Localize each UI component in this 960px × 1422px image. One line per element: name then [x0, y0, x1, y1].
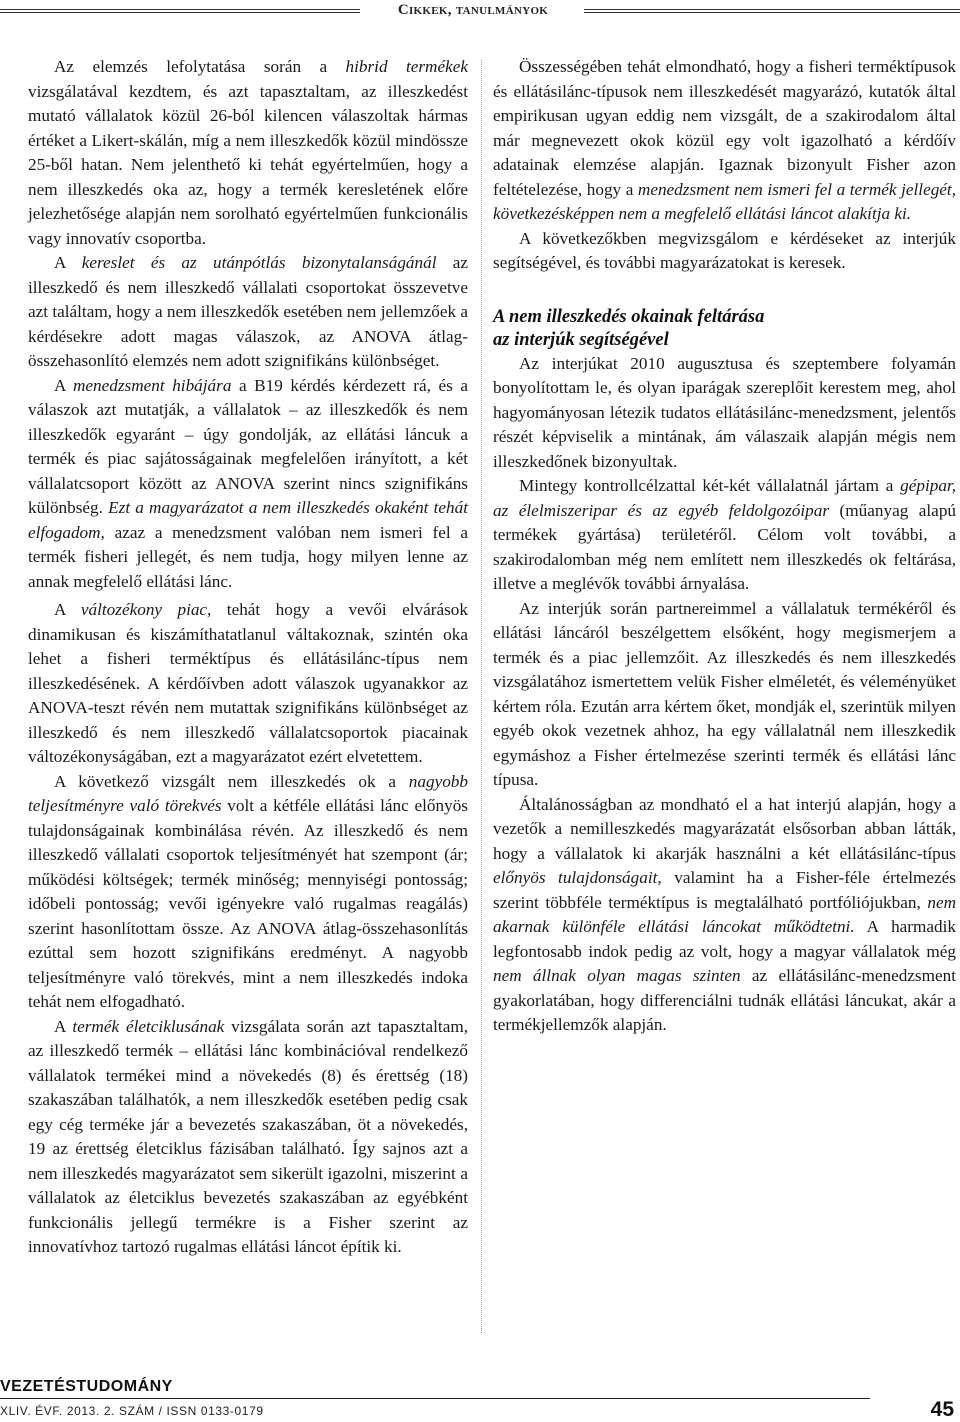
section-heading: A nem illeszkedés okainak feltárása az interjúk segítségével: [493, 306, 765, 350]
paragraph: A következőkben megvizsgálom e kérdéseket az interjúk segítségével, és további magyarázatokat is keresek.: [493, 228, 956, 272]
page-number: 45: [930, 1398, 954, 1421]
header-rule-right: [584, 9, 960, 13]
paragraph: A következő vizsgált nem illeszkedés ok a nagyobb teljesítményre való törekvés volt a kétféle ellátási lánc előnyös tulajdonságainak kombinálása révén. Az illeszkedő és nem illeszkedő vállalati csoportok teljesítményét hat szempont (ár; működési költségek; termék minőség; mennyiségi pontosság; időbeli pontosság; vevői igényekre való rugalmas reagálás) szerint hasonlítottam össze. Az ANOVA átlag-összehasonlítás ezúttal sem hozott szignifikáns eredményt. A nagyobb teljesítményre való törekvés, mint a nem illeszkedés indoka tehát nem elfogadható.: [28, 771, 468, 1011]
header-rule-left: [0, 9, 360, 13]
running-header: [0, 2, 960, 24]
section-title: Cikkek, tanulmányok: [397, 2, 549, 18]
left-column: [28, 55, 468, 1260]
journal-name: VEZETÉSTUDOMÁNY: [0, 1378, 173, 1395]
paragraph: Mintegy kontrollcélzattal két-két vállalatnál jártam a gépipar, az élelmiszeripar és az egyéb feldolgozóipar (műanyag alapú termékek gyártása) területéről. Célom volt további, a szakirodalomban még nem említett nem illeszkedés ok feltárása, illetve a meglévők további árnyalása.: [493, 476, 957, 593]
paragraph: Az interjúkat 2010 augusztusa és szeptembere folyamán bonyolítottam le, és olyan iparágak szereplőit kerestem meg, ahol hagyományosan létezik tudatos ellátásilánc-menedzsment, jelentős részét képviselik a mintának, ám válaszaik alapján mégis nem illeszkedőnek bizonyultak.: [493, 353, 956, 471]
paragraph: A kereslet és az utánpótlás bizonytalanságánál az illeszkedő és nem illeszkedő vállalati csoportokat összevetve azt találtam, hogy a nem illeszkedők esetében nem jellemzőek a kérdésekre adott magas válaszok, az ANOVA átlag-összehasonlító elemzés nem adott szignifikáns különbséget.: [28, 253, 469, 370]
paragraph: Általánosságban az mondható el a hat interjú alapján, hogy a vezetők a nemilleszkedés magyarázatát elsősorban abban látták, hogy a vállalatok ki akarják használni a két ellátásilánc-típus előnyös tulajdonságait, valamint ha a Fisher-féle értelmezés szerint többféle terméktípus is megtalálható portfóliójukban, nem akarnak különféle ellátási láncokat működtetni. A harmadik legfontosabb indok pedig az volt, hogy a magyar vállalatok még nem állnak olyan magas szinten az ellátásilánc-menedzsment gyakorlatában, hogy differenciálni tudnák ellátási láncukat, akár a termékjellemzők alapján.: [493, 794, 956, 1034]
paragraph: A termék életciklusának vizsgálata során azt tapasztaltam, az illeszkedő termék – ellátási lánc kombinációval rendelkező vállalatok termékei mind a növekedés (8) és érettség (18) szakaszában találhatók, a nem illeszkedők esetében pedig csak egy cég terméke jár a bevezetés szakaszában, öt a növekedés, 19 az érettség életciklus fázisában található. Így sajnos azt a nem illeszkedés magyarázatot sem sikerült igazolni, miszerint a vállalatok az életciklus bevezetés szakaszában az egyébként funkcionális jellegű termékre is a Fisher szerint az innovatívhoz tartozó rugalmas ellátási láncot építik ki.: [28, 1016, 468, 1256]
paragraph: Összességében tehát elmondható, hogy a fisheri terméktípusok és ellátásilánc-típusok nem illeszkedését magyarázó, kutatók által empirikusan ugyan eddig nem vizsgált, de a szakirodalom által már megnevezett okok közül egy volt igazolható a kérdőív adatainak elemzése alapján. Igaznak bizonyult Fisher azon feltételezése, hogy a menedzsment nem ismeri fel a termék jellegét, következésképpen nem a megfelelő ellátási láncot alakítja ki.: [493, 57, 956, 223]
issue-info: XLIV. ÉVF. 2013. 2. SZÁM / ISSN 0133-0179: [0, 1404, 264, 1418]
paragraph: A menedzsment hibájára a B19 kérdés kérdezett rá, és a válaszok azt mutatják, a vállalatok – az illeszkedők és nem illeszkedők egyaránt – úgy gondolják, az ellátási láncuk a termék és piac sajátosságainak megfelelően irányított, a két vállalatcsoport között az ANOVA szerint nincs szignifikáns különbség. Ezt a magyarázatot a nem illeszkedés okaként tehát elfogadom, azaz a menedzsment valóban nem ismeri fel a termék fisheri jellegét, és nem tudja, hogy milyen lenne az annak megfelelő ellátási lánc.: [28, 375, 468, 591]
paragraph: A változékony piac, tehát hogy a vevői elvárások dinamikusan és kiszámíthatatlanul váltakoznak, szintén oka lehet a fisheri terméktípus és ellátásilánc-típus nem illeszkedésének. A kérdőívben adott válaszok ugyanakkor az ANOVA-teszt révén nem mutattak szignifikáns különbséget az illeszkedő és nem illeszkedő vállalatcsoportok piacainak változékonyságában, ezt a magyarázatot ezért elvetettem.: [28, 600, 468, 766]
column-divider: [481, 60, 482, 1333]
paragraph: Az elemzés lefolytatása során a hibrid termékek vizsgálatával kezdtem, és azt tapasztaltam, az illeszkedést mutató vállalatok közül 26-ból kilencen válaszoltak hármas értéket a Likert-skálán, míg a nem illeszkedők közül mindössze 25-ből hatan. Nem jelenthető ki tehát egyértelműen, hogy a nem illeszkedés oka az, hogy a termék keresletének előre jelezhetősége alapján nem sorolható egyértelműen funkcionális vagy innovatív csoportba.: [28, 57, 468, 248]
paragraph: Az interjúk során partnereimmel a vállalatuk termékéről és ellátási láncáról beszélgettem elsőként, hogy megismerjem a termék és a piac jellemzőit. Az illeszkedés és nem illeszkedés vizsgálatához ismertettem velük Fisher elméletét, és véleményüket kértem róla. Ezután arra kértem őket, mondják el, szerintük milyen egyéb okok vezetnek ahhoz, ha egy vállalatnál nem illeszkedik egymáshoz a Fisher értelmezése szerinti termék és ellátási lánc típusa.: [493, 598, 956, 789]
right-column: [493, 55, 956, 1038]
footer-rule: [0, 1398, 870, 1399]
